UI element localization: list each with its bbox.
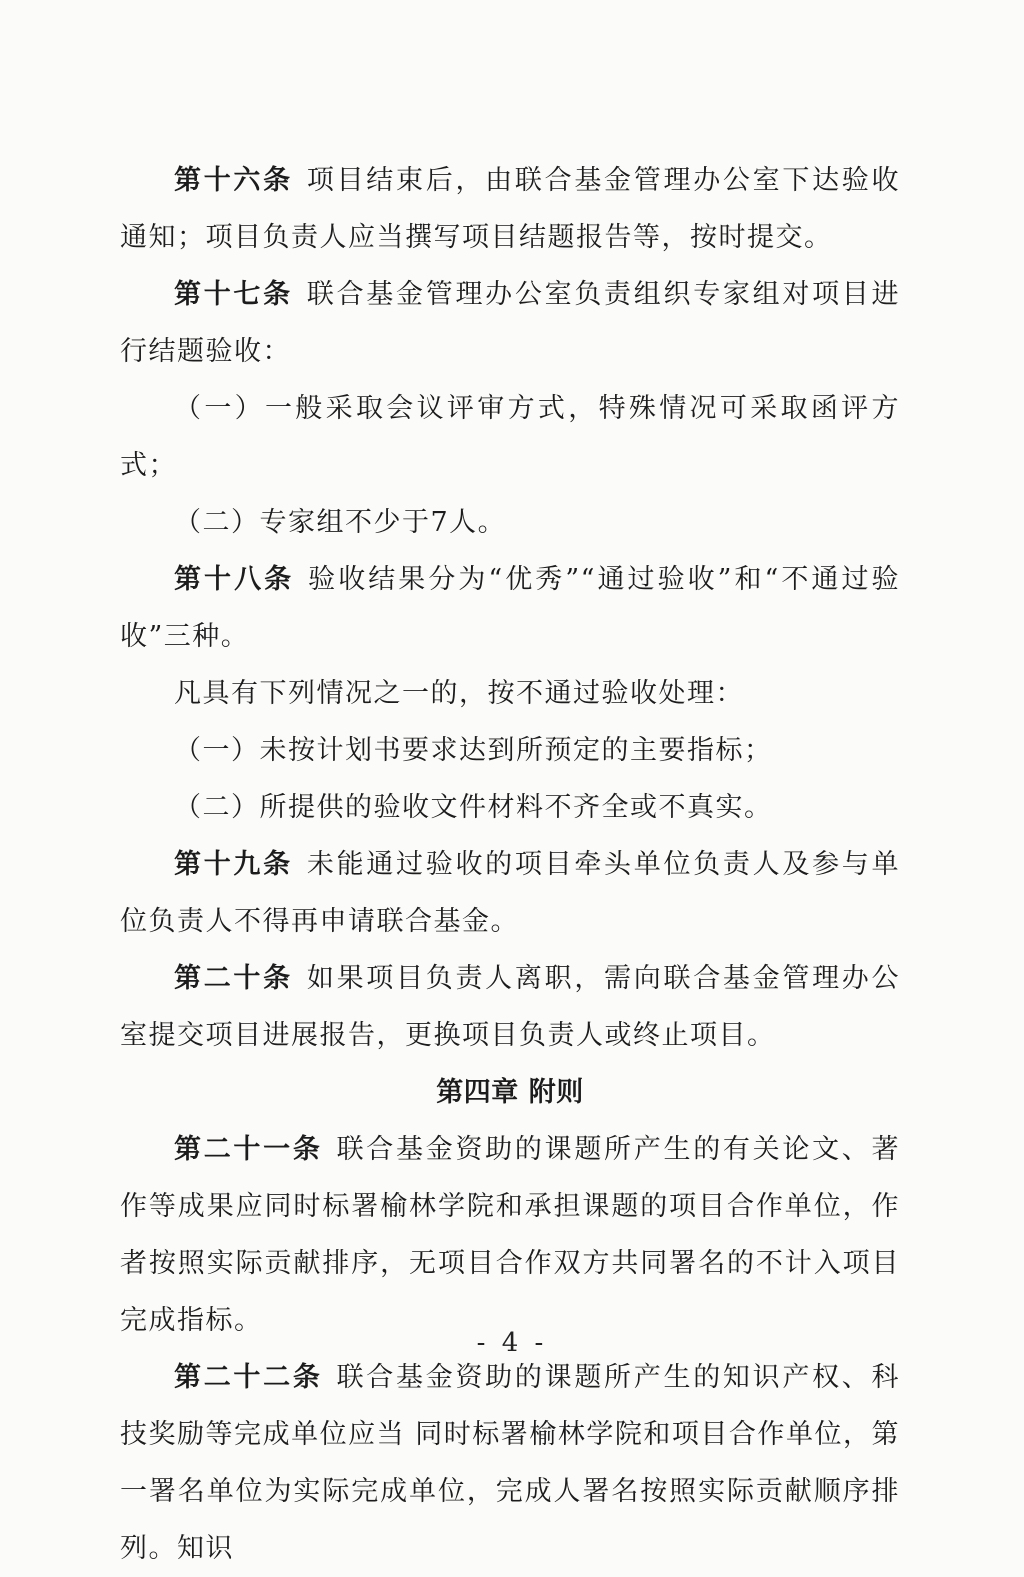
article-20 [120,950,900,1064]
article-text: 联合基金管理办公室负责组织专家组对项目进行结题验收： [120,279,901,367]
article-number: 第十七条 [174,279,293,310]
page-number: - 4 - [476,1328,548,1358]
article-text: 项目结束后，由联合基金管理办公室下达验收通知；项目负责人应当撰写项目结题报告等，按时提交。 [120,165,901,253]
article-number: 第二十条 [174,963,293,994]
article-text: 联合基金资助的课题所产生的知识产权、科技奖励等完成单位应当 同时标署榆林学院和项目合作单位，第一署名单位为实际完成单位，完成人署名按照实际贡献顺序排列。知识 [120,1362,901,1564]
article-text: 联合基金资助的课题所产生的有关论文、著作等成果应同时标署榆林学院和承担课题的项目合作单位，作者按照实际贡献排序，无项目合作双方共同署名的不计入项目完成指标。 [120,1134,901,1336]
article-18 [120,551,900,665]
article-19 [120,836,900,950]
article-number: 第十八条 [174,564,295,595]
article-text: 如果项目负责人离职，需向联合基金管理办公室提交项目进展报告，更换项目负责人或终止项目。 [120,963,901,1051]
article-number: 第十九条 [174,849,293,880]
article-text: 验收结果分为“优秀”“通过验收”和“不通过验收”三种。 [120,564,901,652]
article-16 [120,152,900,266]
list-item: （一）一般采取会议评审方式，特殊情况可采取函评方式； [120,393,900,481]
list-item: （一）未按计划书要求达到所预定的主要指标； [174,735,773,766]
article-21 [120,1121,900,1349]
article-number: 第二十二条 [174,1362,323,1393]
article-number: 第十六条 [174,165,293,196]
article-17 [120,266,900,380]
article-number: 第二十一条 [174,1134,323,1165]
chapter-heading: 第四章 附则 [436,1077,584,1108]
article-22 [120,1349,900,1577]
article-text: 未能通过验收的项目牵头单位负责人及参与单位负责人不得再申请联合基金。 [120,849,901,937]
paragraph: 凡具有下列情况之一的，按不通过验收处理： [174,678,744,709]
list-item: （二）所提供的验收文件材料不齐全或不真实。 [174,792,773,823]
list-item: （二）专家组不少于7人。 [174,507,507,538]
